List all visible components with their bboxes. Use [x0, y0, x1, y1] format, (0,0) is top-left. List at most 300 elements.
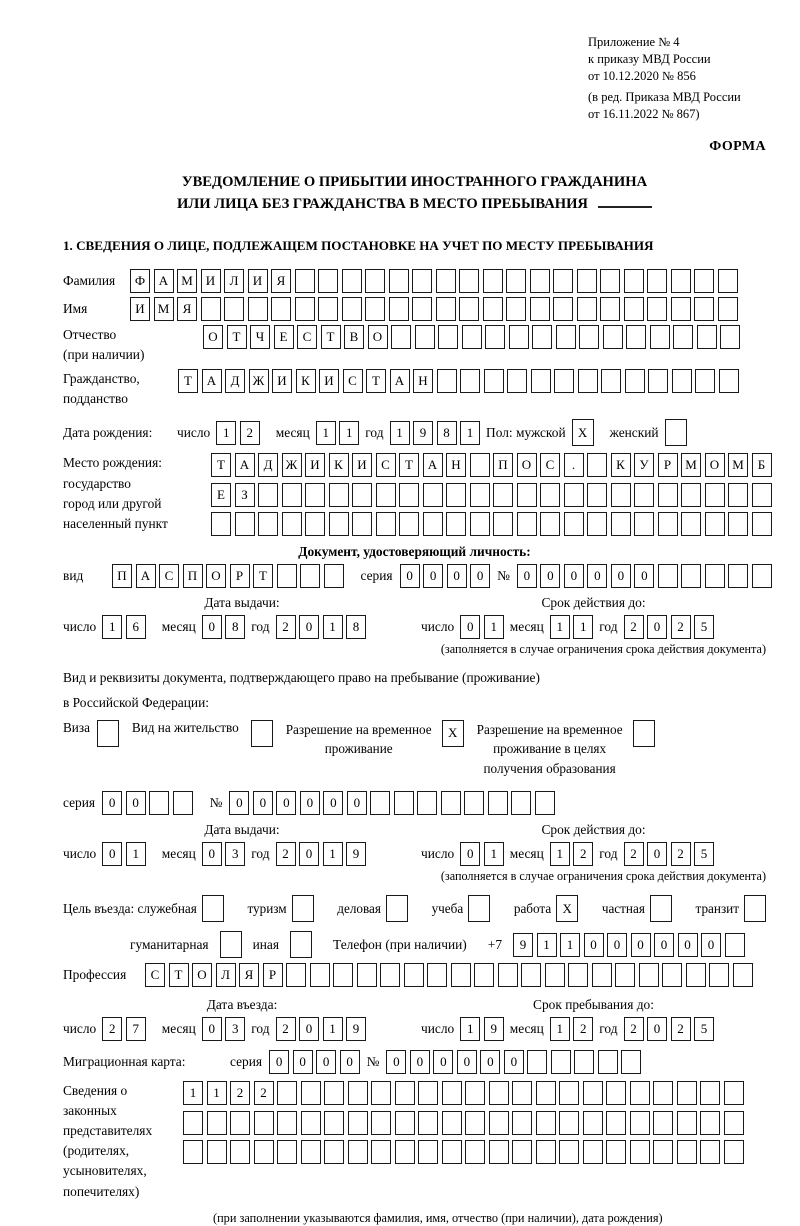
- char-cell: [235, 512, 255, 536]
- char-cell: 0: [540, 564, 560, 588]
- doc-valid-note: (заполняется в случае ограничения срока действия документа): [440, 642, 766, 657]
- char-cell: 0: [701, 933, 721, 957]
- purpose-work-item: [514, 895, 578, 922]
- birthplace-label: [63, 453, 211, 533]
- char-cell: [728, 512, 748, 536]
- char-cell: [493, 512, 513, 536]
- rvp-education-label-line2: проживание в целях: [493, 741, 607, 757]
- patronymic-label-line2: (при наличии): [63, 347, 145, 363]
- doc-type-boxes: [112, 564, 344, 588]
- char-cell: [324, 1140, 344, 1164]
- char-cell: [295, 297, 315, 321]
- char-cell: [459, 269, 479, 293]
- char-cell: [658, 483, 678, 507]
- birth-day-label: число: [177, 424, 211, 440]
- char-cell: 0: [631, 933, 651, 957]
- stay-doc-issue-year-boxes: [276, 842, 367, 866]
- char-cell: [370, 791, 390, 815]
- char-cell: Б: [752, 453, 772, 477]
- char-cell: 0: [202, 615, 222, 639]
- char-cell: [230, 1140, 250, 1164]
- rvp-item: [286, 720, 464, 760]
- doc-issue-month-label: месяц: [161, 619, 196, 635]
- given-name-label: Имя: [63, 300, 88, 316]
- char-cell: [600, 269, 620, 293]
- char-cell: 2: [624, 842, 644, 866]
- char-cell: [248, 297, 268, 321]
- stay-doc-valid-day-label: число: [421, 846, 455, 862]
- rvp-label: [286, 720, 432, 760]
- purpose-humanitarian-checkbox: [220, 931, 242, 958]
- char-cell: [412, 269, 432, 293]
- stay-day-boxes: [460, 1017, 504, 1041]
- char-cell: [277, 1140, 297, 1164]
- char-cell: О: [517, 453, 537, 477]
- char-cell: [436, 297, 456, 321]
- char-cell: 2: [240, 421, 260, 445]
- char-cell: В: [344, 325, 364, 349]
- stay-doc-issue-day-boxes: [102, 842, 146, 866]
- char-cell: [224, 297, 244, 321]
- stay-doc-issue-date-title: Дата выдачи:: [204, 822, 280, 838]
- char-cell: [681, 564, 701, 588]
- char-cell: 2: [671, 615, 691, 639]
- char-cell: [427, 963, 447, 987]
- char-cell: [577, 297, 597, 321]
- representatives-label: [63, 1081, 183, 1202]
- form-word: ФОРМА: [709, 138, 766, 154]
- char-cell: [418, 1140, 438, 1164]
- char-cell: Ф: [130, 269, 150, 293]
- profession-boxes: [145, 963, 753, 987]
- char-cell: [489, 1081, 509, 1105]
- char-cell: О: [203, 325, 223, 349]
- char-cell: О: [368, 325, 388, 349]
- stay-month-label: месяц: [509, 1021, 544, 1037]
- purpose-transit-checkbox: [744, 895, 766, 922]
- char-cell: [251, 720, 273, 747]
- char-cell: 0: [323, 791, 343, 815]
- char-cell: [517, 483, 537, 507]
- char-cell: [720, 325, 740, 349]
- char-cell: [305, 483, 325, 507]
- char-cell: П: [493, 453, 513, 477]
- char-cell: [648, 369, 668, 393]
- char-cell: И: [272, 369, 292, 393]
- doc-type-row: [63, 564, 766, 588]
- char-cell: [423, 483, 443, 507]
- char-cell: 0: [564, 564, 584, 588]
- char-cell: [611, 483, 631, 507]
- char-cell: 1: [460, 421, 480, 445]
- char-cell: [634, 512, 654, 536]
- char-cell: [556, 325, 576, 349]
- char-cell: [258, 512, 278, 536]
- char-cell: [333, 963, 353, 987]
- char-cell: 1: [550, 1017, 570, 1041]
- char-cell: У: [634, 453, 654, 477]
- char-cell: К: [611, 453, 631, 477]
- doc-number-label: №: [497, 568, 510, 584]
- purpose-private-label: частная: [601, 900, 645, 916]
- char-cell: [470, 512, 490, 536]
- doc-series-boxes: [400, 564, 491, 588]
- stay-year-boxes: [624, 1017, 715, 1041]
- char-cell: И: [201, 269, 221, 293]
- char-cell: [282, 483, 302, 507]
- char-cell: [517, 512, 537, 536]
- char-cell: Л: [224, 269, 244, 293]
- char-cell: [462, 325, 482, 349]
- purpose-business-label: деловая: [337, 900, 381, 916]
- birthplace-label-line2: государство: [63, 475, 131, 491]
- char-cell: [417, 791, 437, 815]
- char-cell: Д: [258, 453, 278, 477]
- permit-type-row: [63, 720, 766, 779]
- char-cell: [653, 1081, 673, 1105]
- annex-line-2: к приказу МВД России: [588, 51, 711, 66]
- char-cell: 0: [299, 842, 319, 866]
- char-cell: [578, 369, 598, 393]
- char-cell: X: [442, 720, 464, 747]
- surname-boxes: [130, 269, 738, 293]
- char-cell: [446, 483, 466, 507]
- char-cell: 0: [386, 1050, 406, 1074]
- char-cell: Т: [399, 453, 419, 477]
- char-cell: [489, 1140, 509, 1164]
- char-cell: [681, 512, 701, 536]
- char-cell: [254, 1140, 274, 1164]
- char-cell: 2: [624, 1017, 644, 1041]
- char-cell: [506, 269, 526, 293]
- char-cell: [468, 895, 490, 922]
- char-cell: Ж: [282, 453, 302, 477]
- phone-label: Телефон (при наличии): [333, 936, 467, 952]
- purpose-work-label: работа: [513, 900, 552, 916]
- char-cell: С: [540, 453, 560, 477]
- char-cell: [230, 1111, 250, 1135]
- char-cell: Р: [658, 453, 678, 477]
- char-cell: [277, 564, 297, 588]
- purpose-official-item: [63, 895, 224, 922]
- char-cell: Н: [413, 369, 433, 393]
- char-cell: [705, 512, 725, 536]
- stay-doc-valid-note: (заполняется в случае ограничения срока действия документа): [440, 869, 766, 884]
- char-cell: [394, 791, 414, 815]
- stay-doc-dates-row: [63, 822, 766, 866]
- char-cell: Т: [253, 564, 273, 588]
- char-cell: 9: [484, 1017, 504, 1041]
- char-cell: [606, 1140, 626, 1164]
- char-cell: [286, 963, 306, 987]
- char-cell: 2: [671, 1017, 691, 1041]
- char-cell: [300, 564, 320, 588]
- purpose-business-item: [337, 895, 408, 922]
- char-cell: [438, 325, 458, 349]
- char-cell: [677, 1140, 697, 1164]
- char-cell: [718, 269, 738, 293]
- representatives-block: [63, 1081, 766, 1202]
- char-cell: 0: [607, 933, 627, 957]
- char-cell: [601, 369, 621, 393]
- char-cell: [650, 895, 672, 922]
- char-cell: 1: [323, 842, 343, 866]
- birthplace-label-line3: город или другой: [63, 495, 162, 511]
- char-cell: 1: [537, 933, 557, 957]
- representatives-boxes-row3: [183, 1140, 744, 1164]
- stay-doc-valid-year-boxes: [624, 842, 715, 866]
- char-cell: 2: [671, 842, 691, 866]
- char-cell: [587, 512, 607, 536]
- char-cell: [301, 1111, 321, 1135]
- char-cell: 0: [654, 933, 674, 957]
- char-cell: 2: [276, 1017, 296, 1041]
- char-cell: Я: [271, 269, 291, 293]
- surname-row: [63, 269, 766, 293]
- patronymic-label: [63, 325, 203, 365]
- char-cell: 0: [276, 791, 296, 815]
- char-cell: [600, 297, 620, 321]
- rvp-checkbox: [442, 720, 464, 747]
- char-cell: [202, 895, 224, 922]
- char-cell: [484, 369, 504, 393]
- char-cell: X: [572, 419, 594, 446]
- char-cell: [630, 1140, 650, 1164]
- sex-female-label: женский: [609, 424, 659, 440]
- char-cell: 2: [230, 1081, 250, 1105]
- purpose-business-checkbox: [386, 895, 408, 922]
- rvp-education-label-line1: Разрешение на временное: [476, 721, 623, 737]
- stay-doc-serial-row: [63, 791, 766, 815]
- char-cell: [671, 297, 691, 321]
- char-cell: 0: [517, 564, 537, 588]
- title-line-2: ИЛИ ЛИЦА БЕЗ ГРАЖДАНСТВА В МЕСТО ПРЕБЫВАНИЯ: [177, 196, 588, 213]
- migration-card-row: [63, 1050, 766, 1074]
- migration-card-label: Миграционная карта:: [63, 1053, 186, 1069]
- purpose-official-label: Цель въезда: служебная: [63, 900, 197, 916]
- char-cell: [295, 269, 315, 293]
- migration-number-boxes: [386, 1050, 641, 1074]
- char-cell: К: [296, 369, 316, 393]
- char-cell: 0: [480, 1050, 500, 1074]
- char-cell: [371, 1081, 391, 1105]
- migration-series-boxes: [269, 1050, 360, 1074]
- stay-doc-number-label: №: [209, 795, 223, 811]
- char-cell: [615, 963, 635, 987]
- char-cell: Н: [446, 453, 466, 477]
- title-underline: [598, 195, 652, 208]
- char-cell: [254, 1111, 274, 1135]
- char-cell: 0: [253, 791, 273, 815]
- char-cell: [583, 1140, 603, 1164]
- char-cell: [436, 269, 456, 293]
- annex-block: [588, 34, 766, 123]
- char-cell: [357, 963, 377, 987]
- char-cell: [395, 1081, 415, 1105]
- char-cell: [474, 963, 494, 987]
- char-cell: [536, 1081, 556, 1105]
- char-cell: [485, 325, 505, 349]
- char-cell: 2: [276, 842, 296, 866]
- char-cell: [395, 1111, 415, 1135]
- char-cell: [725, 933, 745, 957]
- char-cell: 2: [254, 1081, 274, 1105]
- char-cell: [507, 369, 527, 393]
- char-cell: [290, 931, 312, 958]
- rvp-label-line2: проживание: [324, 741, 393, 757]
- char-cell: [564, 512, 584, 536]
- char-cell: 0: [202, 1017, 222, 1041]
- char-cell: [592, 963, 612, 987]
- char-cell: [318, 269, 338, 293]
- char-cell: [709, 963, 729, 987]
- char-cell: 0: [457, 1050, 477, 1074]
- char-cell: [511, 791, 531, 815]
- entry-year-boxes: [276, 1017, 367, 1041]
- char-cell: 0: [647, 615, 667, 639]
- char-cell: 1: [323, 1017, 343, 1041]
- char-cell: [470, 453, 490, 477]
- char-cell: [653, 1140, 673, 1164]
- char-cell: [292, 895, 314, 922]
- char-cell: П: [112, 564, 132, 588]
- char-cell: [352, 512, 372, 536]
- given-name-row: [63, 297, 766, 321]
- char-cell: [442, 1081, 462, 1105]
- char-cell: [442, 1140, 462, 1164]
- char-cell: [305, 512, 325, 536]
- char-cell: [540, 483, 560, 507]
- char-cell: [423, 512, 443, 536]
- char-cell: 5: [694, 1017, 714, 1041]
- char-cell: [415, 325, 435, 349]
- char-cell: [391, 325, 411, 349]
- stay-doc-issue-day-label: число: [63, 846, 97, 862]
- given-name-boxes: [130, 297, 738, 321]
- purpose-work-checkbox: [556, 895, 578, 922]
- profession-row: [63, 963, 766, 987]
- char-cell: [583, 1111, 603, 1135]
- char-cell: 0: [678, 933, 698, 957]
- char-cell: [611, 512, 631, 536]
- char-cell: [621, 1050, 641, 1074]
- char-cell: [658, 564, 678, 588]
- char-cell: [329, 512, 349, 536]
- char-cell: 9: [346, 842, 366, 866]
- char-cell: [728, 483, 748, 507]
- char-cell: 3: [225, 842, 245, 866]
- char-cell: [603, 325, 623, 349]
- representatives-label-line1: Сведения о: [63, 1083, 128, 1099]
- representatives-label-line2: законных: [63, 1103, 117, 1119]
- annex-line-1: Приложение № 4: [588, 35, 680, 49]
- char-cell: 0: [102, 791, 122, 815]
- birth-month-boxes: [316, 421, 360, 445]
- char-cell: [705, 483, 725, 507]
- char-cell: З: [235, 483, 255, 507]
- char-cell: Т: [169, 963, 189, 987]
- doc-issue-day-boxes: [102, 615, 146, 639]
- purpose-official-checkbox: [202, 895, 224, 922]
- char-cell: И: [305, 453, 325, 477]
- rvp-label-line1: Разрешение на временное: [285, 721, 432, 737]
- char-cell: [483, 269, 503, 293]
- char-cell: 1: [460, 1017, 480, 1041]
- representatives-boxes-row1: [183, 1081, 744, 1105]
- char-cell: 1: [550, 615, 570, 639]
- char-cell: [282, 512, 302, 536]
- doc-dates-row: [63, 595, 766, 639]
- char-cell: [606, 1111, 626, 1135]
- char-cell: [207, 1111, 227, 1135]
- rvp-education-checkbox: [633, 720, 655, 747]
- char-cell: 1: [484, 842, 504, 866]
- char-cell: 0: [460, 842, 480, 866]
- char-cell: [718, 297, 738, 321]
- stay-doc-number-boxes: [229, 791, 555, 815]
- char-cell: К: [329, 453, 349, 477]
- char-cell: [744, 895, 766, 922]
- char-cell: [568, 963, 588, 987]
- char-cell: [545, 963, 565, 987]
- char-cell: [598, 1050, 618, 1074]
- char-cell: 1: [216, 421, 236, 445]
- sex-male-label: Пол: мужской: [486, 424, 566, 440]
- char-cell: [277, 1081, 297, 1105]
- birth-day-boxes: [216, 421, 260, 445]
- char-cell: А: [423, 453, 443, 477]
- char-cell: 0: [299, 1017, 319, 1041]
- stay-year-label: год: [599, 1021, 618, 1037]
- birthplace-boxes-row1: [211, 453, 772, 477]
- doc-issue-date-title: Дата выдачи:: [204, 595, 280, 611]
- char-cell: [705, 564, 725, 588]
- char-cell: [587, 453, 607, 477]
- char-cell: [639, 963, 659, 987]
- char-cell: [633, 720, 655, 747]
- char-cell: 6: [126, 615, 146, 639]
- char-cell: 0: [587, 564, 607, 588]
- doc-issue-month-boxes: [202, 615, 246, 639]
- char-cell: [488, 791, 508, 815]
- char-cell: 1: [390, 421, 410, 445]
- purpose-other-checkbox: [290, 931, 312, 958]
- char-cell: [183, 1140, 203, 1164]
- rvp-education-label-line3: получения образования: [483, 761, 616, 777]
- char-cell: Я: [177, 297, 197, 321]
- char-cell: [404, 963, 424, 987]
- char-cell: Ч: [250, 325, 270, 349]
- char-cell: [695, 369, 715, 393]
- char-cell: [465, 1111, 485, 1135]
- char-cell: [577, 269, 597, 293]
- purpose-tourism-checkbox: [292, 895, 314, 922]
- char-cell: [559, 1081, 579, 1105]
- char-cell: И: [319, 369, 339, 393]
- purpose-tourism-label: туризм: [247, 900, 287, 916]
- char-cell: [459, 297, 479, 321]
- char-cell: [451, 963, 471, 987]
- migration-number-label: №: [366, 1054, 380, 1070]
- char-cell: 7: [126, 1017, 146, 1041]
- char-cell: 1: [126, 842, 146, 866]
- char-cell: [574, 1050, 594, 1074]
- char-cell: 0: [202, 842, 222, 866]
- char-cell: [412, 297, 432, 321]
- char-cell: 0: [340, 1050, 360, 1074]
- char-cell: [536, 1140, 556, 1164]
- char-cell: [310, 963, 330, 987]
